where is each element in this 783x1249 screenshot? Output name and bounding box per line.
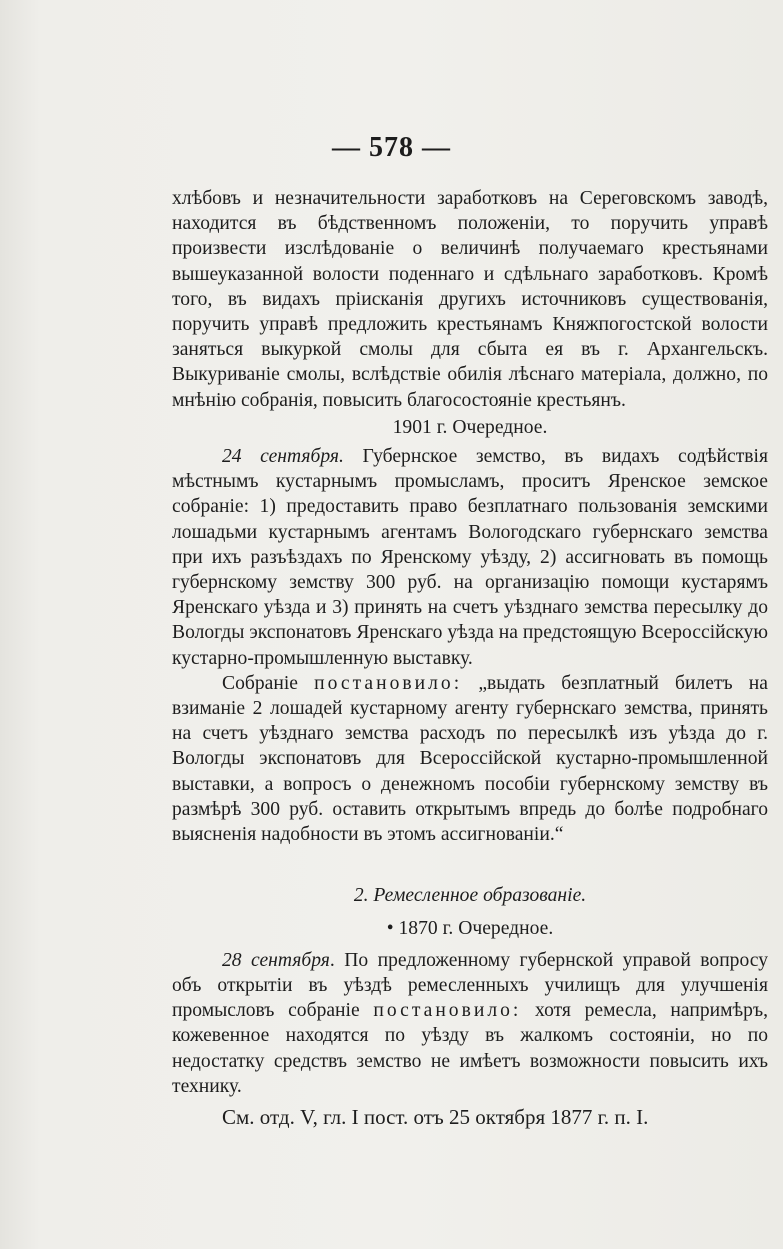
- paragraph-1870-text-a: . По предложенному губернской управой вопросу объ открытіи въ уѣздѣ ремесленныхъ училищъ для улучшенія промысловъ собраніе: [172, 949, 768, 1022]
- page-number: — 578 —: [332, 132, 451, 163]
- paragraph-1901-request: [172, 444, 768, 671]
- paragraph-continued: хлѣбовъ и незначительности заработковъ на Сереговскомъ заводѣ, находится въ бѣдственномъ положеніи, то поручить управѣ произвести изслѣдованіе о величинѣ получаемаго крестьянами вышеуказанной волости поденнаго и сдѣльнаго заработковъ. Кромѣ того, въ видахъ прiисканія другихъ источниковъ существованія, поручить управѣ предложить крестьянамъ Княжпогостской волости заняться выкуркой смолы для сбыта ея въ г. Архангельскъ. Выкуриваніе смолы, вслѣдствіе обилія лѣснаго матеріала, должно, по мнѣнію собранія, повысить благосостояніе крестьянъ.: [172, 188, 768, 411]
- date-28-september: 28 сентября: [222, 949, 330, 971]
- page-content: [172, 186, 768, 1130]
- section-heading-craft-education: 2. Ремесленное образованіе.: [353, 885, 587, 907]
- paragraph-1901-resolution: [172, 671, 768, 847]
- resolution-lead: Собраніе: [222, 672, 298, 694]
- request-text: Губернское земство, въ видахъ содѣйствія мѣстнымъ кустарнымъ промысламъ, проситъ Яренское земское собраніе: 1) предоставить право безплатнаго пользованія земскими лошадьми кустарнымъ агентамъ Вологодскаго губернскаго земства при ихъ разъѣздахъ по Яренскому уѣзду, 2) ассигновать въ помощь губернскому земству 300 руб. на организацію помощи кустарямъ Яренскаго уѣзда и 3) принять на счетъ уѣзднаго земства пересылку до Вологды экспонатовъ Яренскаго уѣзда на предстоящую Всероссійскую кустарно-промышленную выставку.: [172, 446, 768, 669]
- paragraph-1870-text-b: хотя ремесла, напримѣръ, кожевенное находятся по уѣзду въ жалкомъ состояніи, но по недостатку средствъ земство не имѣетъ возможности повысить ихъ технику.: [172, 1000, 768, 1097]
- paragraph-1870-keyword: постановило:: [373, 1000, 522, 1022]
- resolution-keyword: постановило:: [314, 672, 463, 694]
- cross-reference: См. отд. V, гл. I пост. отъ 25 октября 1877 г. п. I.: [222, 1104, 649, 1129]
- paragraph-1870: [172, 948, 768, 1099]
- year-heading-1870: • 1870 г. Очередное.: [386, 918, 554, 940]
- resolution-text: „выдать безплатный билетъ на взиманіе 2 лошадей кустарному агенту губернскаго земства, принять на счетъ уѣзднаго земства расходъ по пересылкѣ изъ уѣзда до г. Вологды экспонатовъ для Всероссійской кустарно-промышленной выставки, а вопросъ о денежномъ пособіи губернскому земству въ размѣрѣ 300 руб. оставить открытымъ впредь до болѣе подробнаго выясненія надобности въ этомъ ассигнованіи.“: [172, 672, 768, 846]
- year-heading-1901: 1901 г. Очередное.: [392, 416, 548, 438]
- date-24-september: 24 сентября.: [222, 446, 344, 468]
